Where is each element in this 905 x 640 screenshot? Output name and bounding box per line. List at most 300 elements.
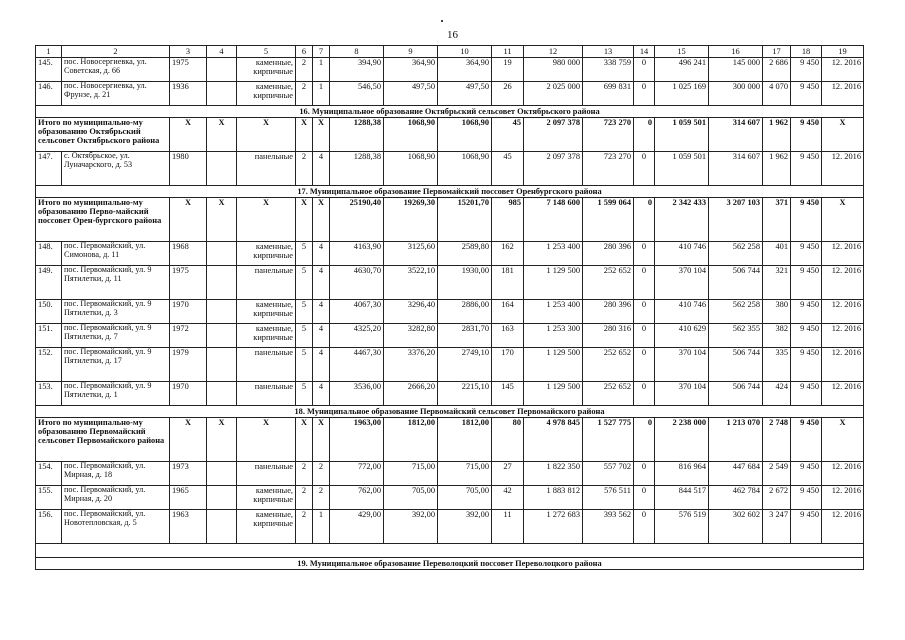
blank-cell (36, 544, 864, 558)
data-cell: 392,00 (438, 510, 492, 544)
building-row (36, 300, 864, 324)
data-cell: 1 (313, 58, 330, 82)
data-cell: 1972 (170, 324, 207, 348)
data-cell: 816 964 (655, 462, 709, 486)
data-cell: 0 (634, 266, 655, 300)
data-cell: 302 602 (709, 510, 763, 544)
scan-speck (441, 20, 443, 22)
data-cell: 506 744 (709, 266, 763, 300)
subtotal-cell: 1812,00 (438, 418, 492, 462)
subtotal-cell: X (313, 418, 330, 462)
subtotal-cell: X (237, 418, 296, 462)
data-cell: 4 (313, 266, 330, 300)
subtotal-cell: X (207, 118, 237, 152)
data-cell: панельные (237, 266, 296, 300)
data-cell: 1975 (170, 266, 207, 300)
column-number: 10 (438, 46, 492, 58)
data-cell: 12. 2016 (822, 266, 864, 300)
data-cell: 699 831 (583, 82, 634, 106)
subtotal-cell: 9 450 (791, 418, 822, 462)
data-cell: 380 (763, 300, 791, 324)
data-cell: 2 549 (763, 462, 791, 486)
data-cell: 2 686 (763, 58, 791, 82)
data-cell: 2 (313, 486, 330, 510)
data-cell: 4 (313, 242, 330, 266)
data-cell: 27 (492, 462, 524, 486)
subtotal-cell: 3 207 103 (709, 198, 763, 242)
subtotal-label: Итого по муниципально-му образованию Октябрьский сельсовет Октябрьского района (36, 118, 170, 152)
data-cell: 1979 (170, 348, 207, 382)
subtotal-cell: 7 148 600 (524, 198, 583, 242)
subtotal-cell: 19269,30 (384, 198, 438, 242)
data-cell: 0 (634, 242, 655, 266)
column-number: 11 (492, 46, 524, 58)
column-number: 1 (36, 46, 62, 58)
data-cell: 3282,80 (384, 324, 438, 348)
data-cell: 9 450 (791, 242, 822, 266)
building-row (36, 382, 864, 406)
data-cell: панельные (237, 462, 296, 486)
data-cell: 2 097 378 (524, 152, 583, 186)
address-cell: пос. Первомайский, ул. Симонова, д. 11 (62, 242, 170, 266)
address-cell: пос. Новосергиевка, ул. Советская, д. 66 (62, 58, 170, 82)
data-cell: 9 450 (791, 152, 822, 186)
data-cell: 3 247 (763, 510, 791, 544)
data-cell: 3522,10 (384, 266, 438, 300)
subtotal-cell: X (170, 418, 207, 462)
subtotal-cell: X (822, 118, 864, 152)
data-cell: 370 104 (655, 382, 709, 406)
data-cell: 410 746 (655, 242, 709, 266)
data-cell: 26 (492, 82, 524, 106)
housing-registry-table (35, 45, 864, 570)
data-cell: каменные, кирпичные (237, 486, 296, 510)
data-cell: 0 (634, 324, 655, 348)
column-number: 16 (709, 46, 763, 58)
address-cell: пос. Новосергиевка, ул. Фрунзе, д. 21 (62, 82, 170, 106)
subtotal-label: Итого по муниципально-му образованию Перво-майский поссовет Орен-бургского района (36, 198, 170, 242)
address-cell: пос. Первомайский, ул. 9 Пятилетки, д. 11 (62, 266, 170, 300)
address-cell: пос. Первомайский, ул. 9 Пятилетки, д. 7 (62, 324, 170, 348)
data-cell: 4 (313, 300, 330, 324)
data-cell: 12. 2016 (822, 510, 864, 544)
data-cell: 392,00 (384, 510, 438, 544)
data-cell: 364,90 (438, 58, 492, 82)
data-cell: 9 450 (791, 266, 822, 300)
data-cell: 1068,90 (438, 152, 492, 186)
data-cell: 42 (492, 486, 524, 510)
data-cell: 4 (313, 382, 330, 406)
data-cell (207, 324, 237, 348)
data-cell: 1970 (170, 382, 207, 406)
row-number: 146. (36, 82, 62, 106)
data-cell: 12. 2016 (822, 242, 864, 266)
subtotal-cell: 1288,38 (330, 118, 384, 152)
subtotal-cell: 1068,90 (438, 118, 492, 152)
building-row (36, 242, 864, 266)
data-cell: 252 652 (583, 348, 634, 382)
data-cell: 0 (634, 82, 655, 106)
data-cell: 12. 2016 (822, 152, 864, 186)
column-number: 8 (330, 46, 384, 58)
row-number: 147. (36, 152, 62, 186)
building-row (36, 348, 864, 382)
building-row (36, 324, 864, 348)
subtotal-cell: 371 (763, 198, 791, 242)
building-row (36, 58, 864, 82)
data-cell: 410 746 (655, 300, 709, 324)
address-cell: пос. Первомайский, ул. Новотепловская, д. 5 (62, 510, 170, 544)
data-cell: 162 (492, 242, 524, 266)
data-cell: 11 (492, 510, 524, 544)
data-cell: 1973 (170, 462, 207, 486)
data-cell: 462 784 (709, 486, 763, 510)
column-number: 12 (524, 46, 583, 58)
data-cell: 5 (296, 348, 313, 382)
subtotal-cell: 1 213 070 (709, 418, 763, 462)
data-cell: 335 (763, 348, 791, 382)
data-cell: 12. 2016 (822, 348, 864, 382)
data-cell: 2 (296, 58, 313, 82)
row-number: 150. (36, 300, 62, 324)
subtotal-cell: 9 450 (791, 118, 822, 152)
data-cell: 145 (492, 382, 524, 406)
subtotal-cell: 1812,00 (384, 418, 438, 462)
data-cell: 2 025 000 (524, 82, 583, 106)
data-cell: 4 (313, 152, 330, 186)
row-number: 152. (36, 348, 62, 382)
data-cell: 252 652 (583, 266, 634, 300)
data-cell: 9 450 (791, 348, 822, 382)
data-cell: 181 (492, 266, 524, 300)
data-cell: 2 (313, 462, 330, 486)
section-heading-row (36, 406, 864, 418)
data-cell: 2 (296, 82, 313, 106)
subtotal-cell: X (170, 118, 207, 152)
data-cell: 3376,20 (384, 348, 438, 382)
column-number: 14 (634, 46, 655, 58)
data-cell: 12. 2016 (822, 382, 864, 406)
data-cell (207, 266, 237, 300)
data-cell: каменные, кирпичные (237, 324, 296, 348)
data-cell: 1 253 300 (524, 324, 583, 348)
data-cell (207, 58, 237, 82)
subtotal-cell: 985 (492, 198, 524, 242)
data-cell: 1 129 500 (524, 266, 583, 300)
data-cell: 9 450 (791, 486, 822, 510)
building-row (36, 266, 864, 300)
row-number: 156. (36, 510, 62, 544)
data-cell (207, 348, 237, 382)
data-cell: каменные, кирпичные (237, 242, 296, 266)
data-cell: 1 822 350 (524, 462, 583, 486)
data-cell: 45 (492, 152, 524, 186)
data-cell: 5 (296, 324, 313, 348)
data-cell: 300 000 (709, 82, 763, 106)
data-cell: 4325,20 (330, 324, 384, 348)
data-cell: 394,90 (330, 58, 384, 82)
subtotal-cell: X (207, 198, 237, 242)
data-cell: панельные (237, 382, 296, 406)
subtotal-cell: 1 962 (763, 118, 791, 152)
data-cell: 1968 (170, 242, 207, 266)
column-number: 3 (170, 46, 207, 58)
row-number: 155. (36, 486, 62, 510)
data-cell: 762,00 (330, 486, 384, 510)
subtotal-cell: 80 (492, 418, 524, 462)
data-cell: 12. 2016 (822, 82, 864, 106)
column-number: 15 (655, 46, 709, 58)
data-cell (207, 486, 237, 510)
data-cell: 1 253 400 (524, 242, 583, 266)
address-cell: пос. Первомайский, ул. Мирная, д. 20 (62, 486, 170, 510)
data-cell (207, 382, 237, 406)
data-cell (207, 462, 237, 486)
data-cell: 3536,00 (330, 382, 384, 406)
data-cell: 410 629 (655, 324, 709, 348)
data-cell: 9 450 (791, 300, 822, 324)
data-cell: 0 (634, 486, 655, 510)
data-cell (207, 152, 237, 186)
subtotal-cell: 4 978 845 (524, 418, 583, 462)
address-cell: пос. Первомайский, ул. 9 Пятилетки, д. 3 (62, 300, 170, 324)
data-cell: 0 (634, 348, 655, 382)
subtotal-cell: 0 (634, 118, 655, 152)
data-cell: 0 (634, 152, 655, 186)
data-cell: 393 562 (583, 510, 634, 544)
data-cell: 5 (296, 300, 313, 324)
data-cell: 1 (313, 82, 330, 106)
data-cell: 2215,10 (438, 382, 492, 406)
subtotal-cell: 1068,90 (384, 118, 438, 152)
data-cell: 9 450 (791, 382, 822, 406)
row-number: 151. (36, 324, 62, 348)
data-cell: 163 (492, 324, 524, 348)
subtotal-cell: 2 238 000 (655, 418, 709, 462)
data-cell: 370 104 (655, 266, 709, 300)
data-cell: 546,50 (330, 82, 384, 106)
section-title: 19. Муниципальное образование Переволоцкий поссовет Переволоцкого района (36, 558, 864, 570)
data-cell: каменные, кирпичные (237, 82, 296, 106)
subtotal-cell: 2 097 378 (524, 118, 583, 152)
data-cell: 2 (296, 152, 313, 186)
data-cell: 382 (763, 324, 791, 348)
data-cell: 1963 (170, 510, 207, 544)
building-row (36, 152, 864, 186)
building-row (36, 486, 864, 510)
column-number: 13 (583, 46, 634, 58)
data-cell (207, 82, 237, 106)
section-heading-row (36, 186, 864, 198)
column-number-header (36, 46, 864, 58)
subtotal-row (36, 198, 864, 242)
data-cell: 280 396 (583, 300, 634, 324)
subtotal-cell: 0 (634, 198, 655, 242)
data-cell: 370 104 (655, 348, 709, 382)
data-cell: 557 702 (583, 462, 634, 486)
data-cell: 4067,30 (330, 300, 384, 324)
subtotal-cell: X (296, 418, 313, 462)
subtotal-cell: 0 (634, 418, 655, 462)
row-number: 153. (36, 382, 62, 406)
address-cell: пос. Первомайский, ул. 9 Пятилетки, д. 17 (62, 348, 170, 382)
building-row (36, 82, 864, 106)
subtotal-cell: X (313, 118, 330, 152)
data-cell: 715,00 (384, 462, 438, 486)
subtotal-cell: X (237, 118, 296, 152)
data-cell: 4467,30 (330, 348, 384, 382)
data-cell: 2831,70 (438, 324, 492, 348)
data-cell: 1 129 500 (524, 382, 583, 406)
data-cell: 1 059 501 (655, 152, 709, 186)
subtotal-cell: X (207, 418, 237, 462)
data-cell: 705,00 (438, 486, 492, 510)
data-cell: 12. 2016 (822, 462, 864, 486)
data-cell: 1 129 500 (524, 348, 583, 382)
data-cell: 715,00 (438, 462, 492, 486)
row-number: 149. (36, 266, 62, 300)
column-number: 9 (384, 46, 438, 58)
data-cell: 772,00 (330, 462, 384, 486)
data-cell: 9 450 (791, 510, 822, 544)
data-cell: 1068,90 (384, 152, 438, 186)
subtotal-cell: 1 527 775 (583, 418, 634, 462)
column-number: 2 (62, 46, 170, 58)
data-cell: 980 000 (524, 58, 583, 82)
subtotal-cell: 2 748 (763, 418, 791, 462)
row-number: 148. (36, 242, 62, 266)
data-cell: 5 (296, 242, 313, 266)
data-cell: 0 (634, 58, 655, 82)
data-cell: 1965 (170, 486, 207, 510)
data-cell: 1930,00 (438, 266, 492, 300)
column-number: 4 (207, 46, 237, 58)
data-cell: 2 (296, 510, 313, 544)
data-cell (207, 242, 237, 266)
data-cell (207, 300, 237, 324)
data-cell: 1970 (170, 300, 207, 324)
data-cell: 4163,90 (330, 242, 384, 266)
data-cell: 1 962 (763, 152, 791, 186)
data-cell: 12. 2016 (822, 324, 864, 348)
data-cell: 4 (313, 348, 330, 382)
data-cell: каменные, кирпичные (237, 300, 296, 324)
section-title: 17. Муниципальное образование Первомайский поссовет Оренбургского района (36, 186, 864, 198)
data-cell: 1975 (170, 58, 207, 82)
data-cell: 1 253 400 (524, 300, 583, 324)
data-cell: 12. 2016 (822, 486, 864, 510)
data-cell: 1288,38 (330, 152, 384, 186)
address-cell: пос. Первомайский, ул. 9 Пятилетки, д. 1 (62, 382, 170, 406)
data-cell: 4 (313, 324, 330, 348)
subtotal-cell: 45 (492, 118, 524, 152)
data-cell: 9 450 (791, 82, 822, 106)
data-cell: панельные (237, 348, 296, 382)
data-cell: 1 025 169 (655, 82, 709, 106)
data-cell: каменные, кирпичные (237, 510, 296, 544)
data-cell: 1980 (170, 152, 207, 186)
data-cell: каменные, кирпичные (237, 58, 296, 82)
data-cell: 3125,60 (384, 242, 438, 266)
data-cell: 576 519 (655, 510, 709, 544)
column-number: 17 (763, 46, 791, 58)
data-cell: 562 258 (709, 242, 763, 266)
data-cell: 12. 2016 (822, 58, 864, 82)
subtotal-cell: 1 599 064 (583, 198, 634, 242)
subtotal-cell: X (296, 198, 313, 242)
subtotal-cell: 15201,70 (438, 198, 492, 242)
data-cell: 9 450 (791, 324, 822, 348)
data-cell: 314 607 (709, 152, 763, 186)
subtotal-cell: X (237, 198, 296, 242)
data-cell: 12. 2016 (822, 300, 864, 324)
data-cell: 506 744 (709, 348, 763, 382)
blank-row (36, 544, 864, 558)
data-cell: 280 396 (583, 242, 634, 266)
data-cell: 170 (492, 348, 524, 382)
section-title: 18. Муниципальное образование Первомайский сельсовет Первомайского района (36, 406, 864, 418)
building-row (36, 462, 864, 486)
data-cell: 2666,20 (384, 382, 438, 406)
data-cell: 338 759 (583, 58, 634, 82)
subtotal-cell: 1 059 501 (655, 118, 709, 152)
column-number: 6 (296, 46, 313, 58)
subtotal-cell: X (822, 418, 864, 462)
data-cell: 562 355 (709, 324, 763, 348)
table-body (36, 46, 864, 570)
data-cell: 9 450 (791, 462, 822, 486)
column-number: 18 (791, 46, 822, 58)
data-cell: 4630,70 (330, 266, 384, 300)
row-number: 154. (36, 462, 62, 486)
section-heading-row (36, 558, 864, 570)
subtotal-cell: 1963,00 (330, 418, 384, 462)
subtotal-label: Итого по муниципально-му образованию Первомайский сельсовет Первомайского района (36, 418, 170, 462)
column-number: 7 (313, 46, 330, 58)
section-heading-row (36, 106, 864, 118)
data-cell: 164 (492, 300, 524, 324)
data-cell: 705,00 (384, 486, 438, 510)
section-title: 16. Муниципальное образование Октябрьский сельсовет Октябрьского района (36, 106, 864, 118)
page-number: 16 (447, 29, 458, 41)
data-cell: 2749,10 (438, 348, 492, 382)
data-cell: 723 270 (583, 152, 634, 186)
data-cell: 252 652 (583, 382, 634, 406)
data-cell: 5 (296, 382, 313, 406)
data-cell: 0 (634, 300, 655, 324)
address-cell: с. Октябрьское, ул. Луначарского, д. 53 (62, 152, 170, 186)
data-cell: 19 (492, 58, 524, 82)
subtotal-cell: 2 342 433 (655, 198, 709, 242)
row-number: 145. (36, 58, 62, 82)
data-cell: 4 070 (763, 82, 791, 106)
subtotal-cell: X (313, 198, 330, 242)
subtotal-cell: 25190,40 (330, 198, 384, 242)
data-cell: 5 (296, 266, 313, 300)
data-cell (207, 510, 237, 544)
data-cell: 364,90 (384, 58, 438, 82)
subtotal-cell: 723 270 (583, 118, 634, 152)
data-cell: 496 241 (655, 58, 709, 82)
data-cell: 0 (634, 462, 655, 486)
data-cell: 280 316 (583, 324, 634, 348)
data-cell: 497,50 (438, 82, 492, 106)
subtotal-cell: 9 450 (791, 198, 822, 242)
data-cell: 1 883 812 (524, 486, 583, 510)
data-cell: 321 (763, 266, 791, 300)
data-cell: 576 511 (583, 486, 634, 510)
data-cell: 1936 (170, 82, 207, 106)
